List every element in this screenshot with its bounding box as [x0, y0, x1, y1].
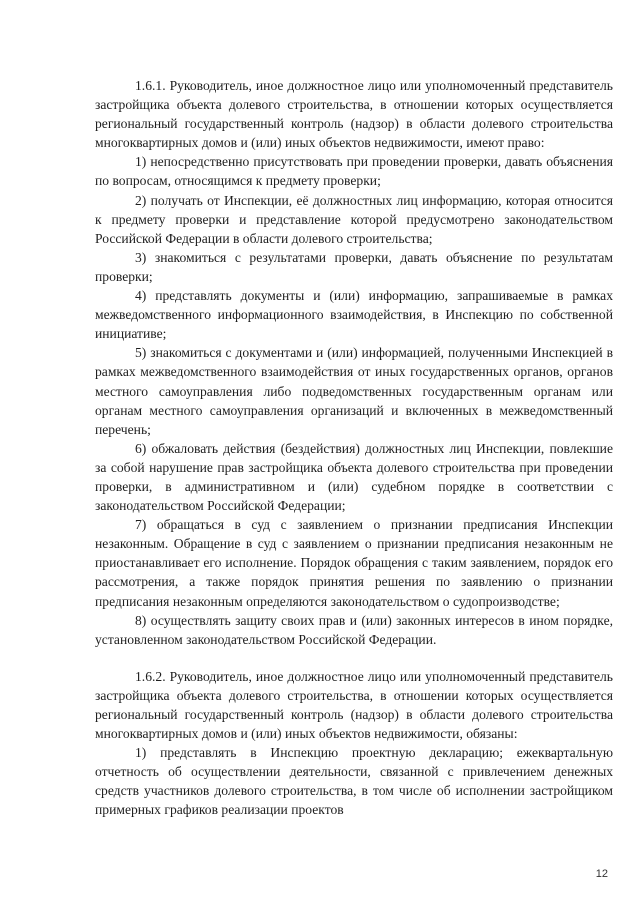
section-1-6-1-item-6: 6) обжаловать действия (бездействия) должностных лиц Инспекции, повлекшие за собой нарушение прав застройщика объекта долевого строительства при проведении проверки, в административном и (или) судебном порядке в соответствии с законодательством Российской Федерации; — [95, 440, 613, 514]
section-1-6-1-item-1: 1) непосредственно присутствовать при проведении проверки, давать объяснения по вопросам, относящимся к предмету проверки; — [95, 154, 613, 189]
section-1-6-1-item-4: 4) представлять документы и (или) информацию, запрашиваемые в рамках межведомственного информационного взаимодействия, в Инспекцию по собственной инициативе; — [95, 288, 613, 342]
section-1-6-2-item-1: 1) представлять в Инспекцию проектную декларацию; ежеквартальную отчетность об осуществлении деятельности, связанной с привлечением денежных средств участников долевого строительства, в том числе об исполнении застройщиком примерных графиков реализации проектов — [95, 745, 613, 818]
document-page — [95, 76, 613, 820]
section-1-6-1-intro: 1.6.1. Руководитель, иное должностное лицо или уполномоченный представитель застройщика объекта долевого строительства, в отношении которых осуществляется региональный государственный контроль (надзор) в области долевого строительства многоквартирных домов и (или) иных объектов недвижимости, имеют право: — [95, 78, 613, 151]
section-1-6-1-item-8: 8) осуществлять защиту своих прав и (или) законных интересов в ином порядке, установленном законодательством Российской Федерации. — [95, 612, 613, 647]
section-1-6-1-item-5: 5) знакомиться с документами и (или) информацией, полученными Инспекцией в рамках межведомственного взаимодействия от иных государственных органов, органов местного самоуправления либо подведомственных государственным органам или органам местного самоуправления организаций и включенных в межведомственный перечень; — [95, 345, 613, 437]
section-1-6-1-item-3: 3) знакомиться с результатами проверки, давать объяснение по результатам проверки; — [95, 249, 613, 284]
section-1-6-1-item-7: 7) обращаться в суд с заявлением о признании предписания Инспекции незаконным. Обращение в суд с заявлением о признании предписания незаконным не приостанавливает его исполнение. Порядок обращения с таким заявлением, порядок его рассмотрения, а также порядок принятия решения по заявлению о признании предписания незаконным определяются законодательством о судопроизводстве; — [95, 517, 613, 609]
section-1-6-2-intro: 1.6.2. Руководитель, иное должностное лицо или уполномоченный представитель застройщика объекта долевого строительства, в отношении которых осуществляется региональный государственный контроль (надзор) в области долевого строительства многоквартирных домов и (или) иных объектов недвижимости, обязаны: — [95, 668, 613, 742]
page-number: 12 — [595, 868, 608, 880]
section-1-6-1-item-2: 2) получать от Инспекции, её должностных лиц информацию, которая относится к предмету проверки и представление которой предусмотрено законодательством Российской Федерации в области долевого строительства; — [95, 192, 613, 246]
